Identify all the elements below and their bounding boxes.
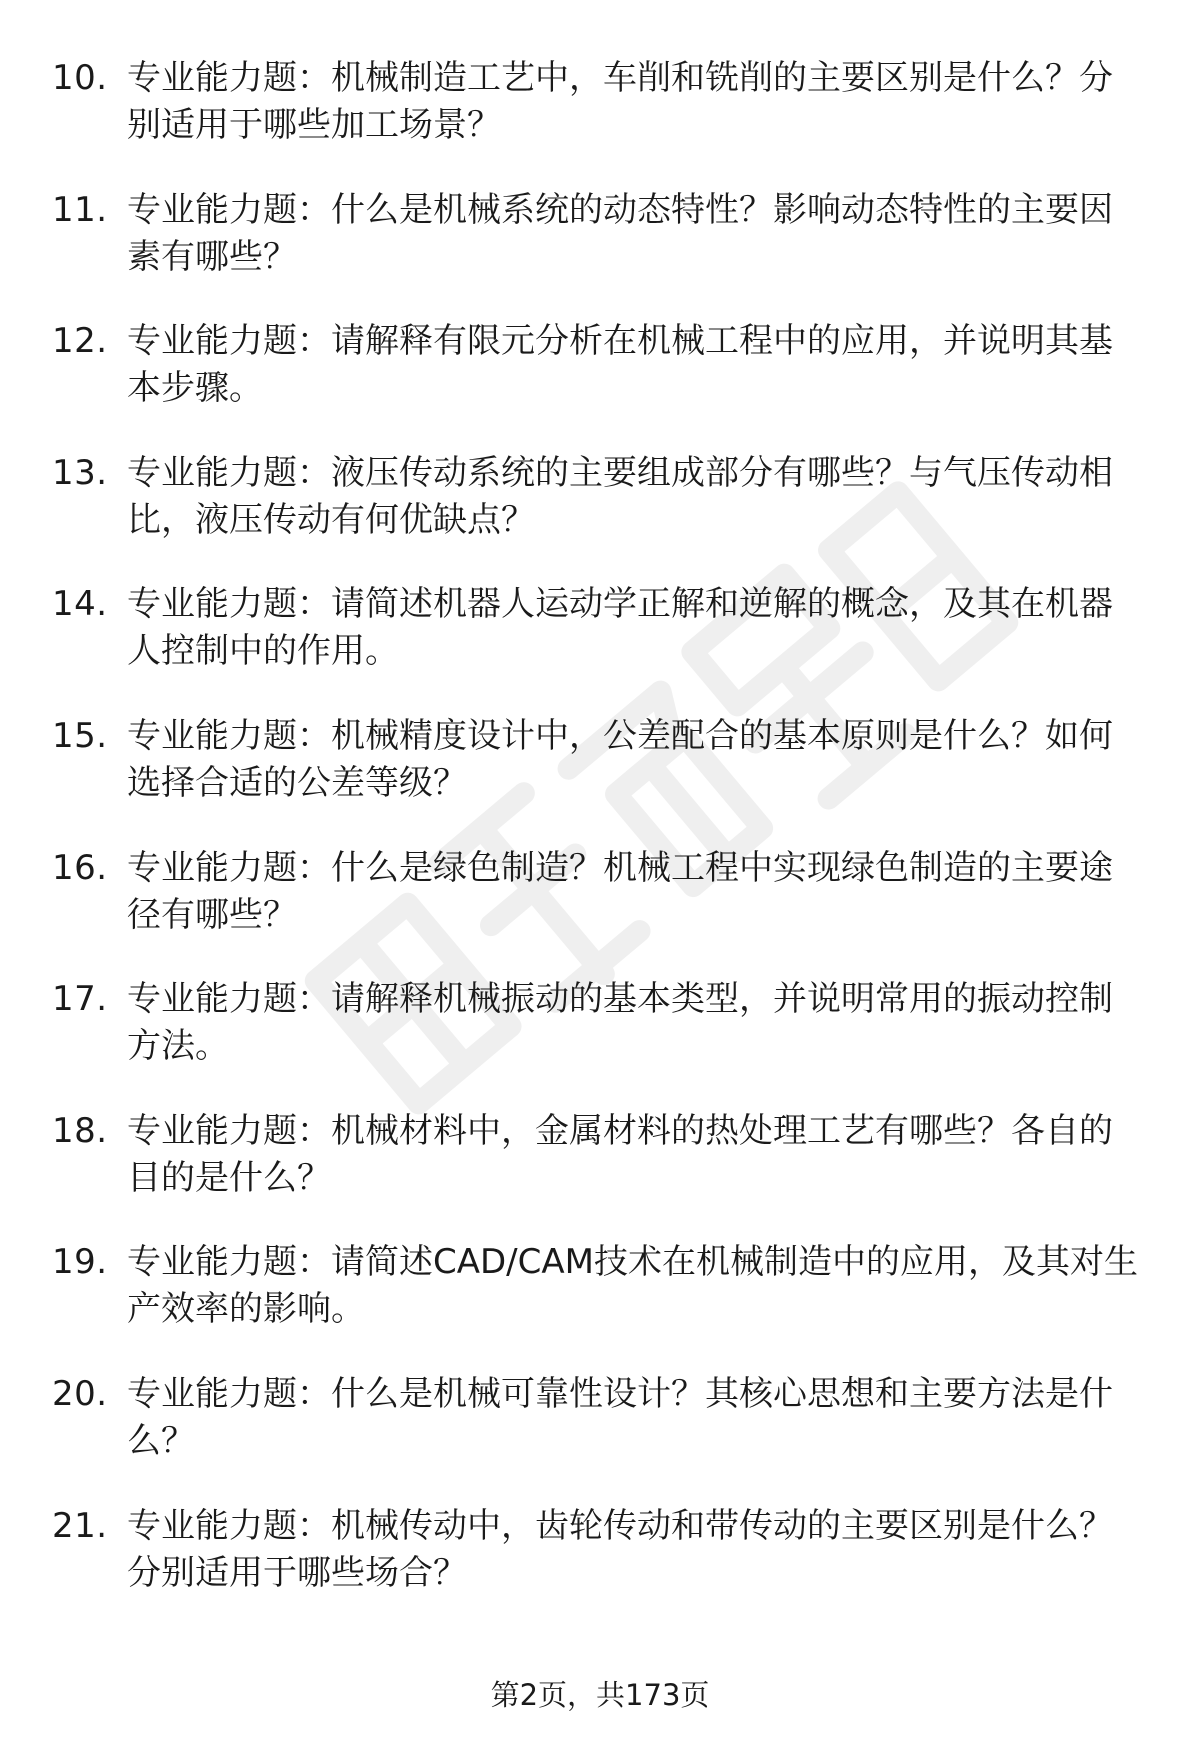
question-number: 19. bbox=[52, 1242, 108, 1283]
question-text: 专业能力题：什么是绿色制造？机械工程中实现绿色制造的主要途径有哪些？ bbox=[127, 847, 1113, 935]
question-number: 17. bbox=[52, 979, 108, 1020]
question-text: 专业能力题：请解释机械振动的基本类型，并说明常用的振动控制方法。 bbox=[127, 979, 1113, 1067]
question-item bbox=[0, 845, 1200, 977]
question-number: 16. bbox=[52, 847, 108, 888]
question-number: 12. bbox=[52, 321, 108, 362]
question-item bbox=[0, 713, 1200, 845]
question-item bbox=[0, 1239, 1200, 1371]
question-item bbox=[0, 55, 1200, 187]
question-item bbox=[0, 318, 1200, 450]
question-number: 10. bbox=[52, 58, 108, 98]
question-number: 14. bbox=[52, 584, 108, 625]
question-text: 专业能力题：机械传动中，齿轮传动和带传动的主要区别是什么？分别适用于哪些场合？ bbox=[127, 1505, 1113, 1593]
question-list bbox=[0, 55, 1200, 1634]
question-item bbox=[0, 187, 1200, 319]
question-item bbox=[0, 976, 1200, 1108]
question-text: 专业能力题：机械制造工艺中，车削和铣削的主要区别是什么？分别适用于哪些加工场景？ bbox=[127, 58, 1113, 145]
question-text: 专业能力题：请解释有限元分析在机械工程中的应用，并说明其基本步骤。 bbox=[127, 321, 1113, 409]
question-number: 11. bbox=[52, 189, 108, 230]
question-item bbox=[0, 1503, 1200, 1635]
question-text: 专业能力题：什么是机械系统的动态特性？影响动态特性的主要因素有哪些？ bbox=[127, 189, 1113, 277]
question-item bbox=[0, 1371, 1200, 1503]
question-number: 20. bbox=[52, 1373, 108, 1414]
question-text: 专业能力题：请简述CAD/CAM技术在机械制造中的应用，及其对生产效率的影响。 bbox=[127, 1242, 1138, 1330]
question-item bbox=[0, 1108, 1200, 1240]
question-item bbox=[0, 450, 1200, 582]
page-footer bbox=[0, 1675, 1200, 1715]
question-item bbox=[0, 581, 1200, 713]
question-number: 13. bbox=[52, 452, 108, 493]
question-text: 专业能力题：液压传动系统的主要组成部分有哪些？与气压传动相比，液压传动有何优缺点？ bbox=[127, 452, 1113, 540]
question-number: 21. bbox=[52, 1505, 108, 1546]
question-text: 专业能力题：什么是机械可靠性设计？其核心思想和主要方法是什么？ bbox=[127, 1373, 1113, 1461]
page-number-label: 第2页，共173页 bbox=[490, 1678, 710, 1712]
question-number: 18. bbox=[52, 1110, 108, 1151]
question-text: 专业能力题：机械精度设计中，公差配合的基本原则是什么？如何选择合适的公差等级？ bbox=[127, 715, 1113, 803]
question-text: 专业能力题：请简述机器人运动学正解和逆解的概念，及其在机器人控制中的作用。 bbox=[127, 584, 1113, 672]
question-number: 15. bbox=[52, 715, 108, 756]
question-text: 专业能力题：机械材料中，金属材料的热处理工艺有哪些？各自的目的是什么？ bbox=[127, 1110, 1113, 1198]
